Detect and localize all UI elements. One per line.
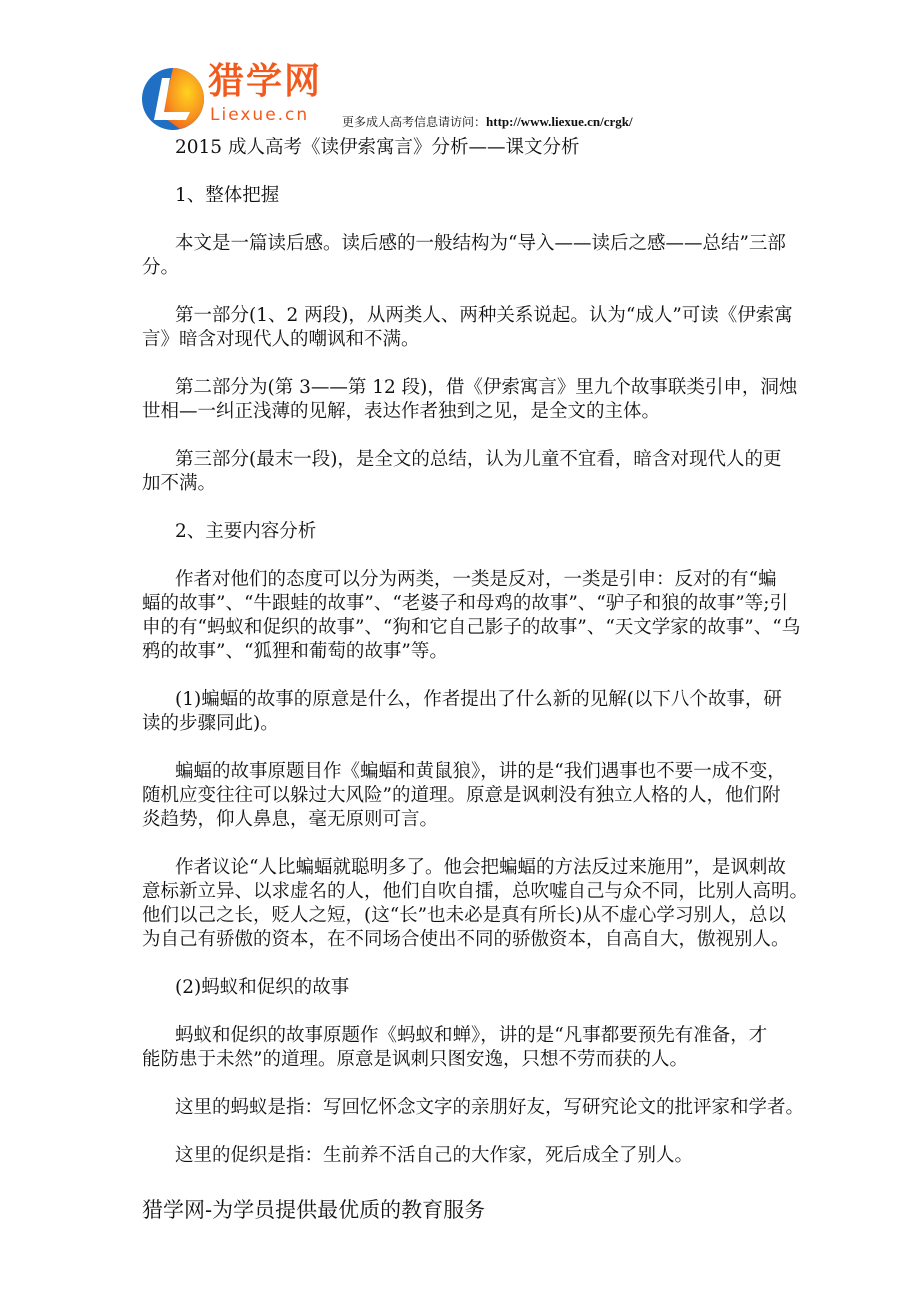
text-line: 他们以己之长，贬人之短，(这“长”也未必是真有所长)从不虚心学习别人，总以 [142,905,786,926]
document-title: 2015 成人高考《读伊索寓言》分析——课文分析 [175,137,580,158]
text-line: 作者对他们的态度可以分为两类，一类是反对，一类是引申：反对的有“蝙 [175,569,777,590]
text-line: 1、整体把握 [175,185,280,206]
paragraph [142,520,802,544]
logo [140,66,210,132]
paragraph [142,856,809,952]
text-line: 能防患于未然”的道理。原意是讽刺只图安逸，只想不劳而获的人。 [142,1049,688,1070]
text-line: 本文是一篇读后感。读后感的一般结构为“导入——读后之感——总结”三部 [175,233,786,254]
paragraph [142,448,802,496]
paragraph [142,760,802,832]
text-line: 言》暗含对现代人的嘲讽和不满。 [142,329,420,350]
text-line: 炎趋势，仰人鼻息，毫无原则可言。 [142,809,439,830]
visit-label: 更多成人高考信息请访问： [342,115,487,129]
text-line: 世相—一纠正浅薄的见解，表达作者独到之见，是全文的主体。 [142,401,661,422]
paragraph [142,376,802,424]
text-line: 第一部分(1、2 两段)，从两类人、两种关系说起。认为“成人”可读《伊索寓 [175,305,793,326]
text-line: 第三部分(最末一段)，是全文的总结，认为儿童不宜看，暗含对现代人的更 [175,449,782,470]
text-line: (1)蝙蝠的故事的原意是什么，作者提出了什么新的见解(以下八个故事，研 [175,689,782,710]
text-line: 作者议论“人比蝙蝠就聪明多了。他会把蝙蝠的方法反过来施用”，是讽刺故 [175,857,786,878]
footer-slogan: 猎学网-为学员提供最优质的教育服务 [142,1198,486,1222]
text-line: 蝙蝠的故事原题目作《蝙蝠和黄鼠狼》，讲的是“我们遇事也不要一成不变， [175,761,786,782]
text-line: 读的步骤同此)。 [142,713,279,734]
visit-notice [342,114,633,130]
paragraph-list [142,184,809,1168]
paragraph [142,1096,805,1120]
text-line: 这里的促织是指：生前养不活自己的大作家，死后成全了别人。 [175,1145,694,1166]
text-line: 蝠的故事”、“牛跟蛙的故事”、“老婆子和母鸡的故事”、“驴子和狼的故事”等;引 [142,593,788,614]
text-line: 2、主要内容分析 [175,521,317,542]
logo-subtext: Liexue.cn [210,105,310,125]
text-line: 第二部分为(第 3——第 12 段)，借《伊索寓言》里九个故事联类引申，洞烛 [175,377,798,398]
text-line: (2)蚂蚁和促织的故事 [175,977,350,998]
paragraph [142,568,802,664]
text-line: 为自己有骄傲的资本，在不同场合使出不同的骄傲资本，自高自大，傲视别人。 [142,929,790,950]
paragraph [142,232,802,280]
text-line: 分。 [142,257,180,278]
paragraph [142,688,802,736]
paragraph [142,1144,802,1168]
paragraph [142,184,802,208]
text-line: 申的有“蚂蚁和促织的故事”、“狗和它自己影子的故事”、“天文学家的故事”、“乌 [142,617,801,638]
logo-globe-icon [140,66,210,132]
text-line: 这里的蚂蚁是指：写回忆怀念文字的亲朋好友，写研究论文的批评家和学者。 [175,1097,805,1118]
text-line: 鸦的故事”、“狐狸和葡萄的故事”等。 [142,641,448,662]
logo-text: 猎学网 [208,61,323,102]
text-line: 意标新立异、以求虚名的人，他们自吹自擂，总吹嘘自己与众不同，比别人高明。 [142,881,809,902]
text-line: 蚂蚁和促织的故事原题作《蚂蚁和蝉》，讲的是“凡事都要预先有准备，才 [175,1025,768,1046]
paragraph [142,976,802,1000]
document-body [142,136,809,1192]
visit-url[interactable]: http://www.liexue.cn/crgk/ [486,114,633,129]
paragraph [142,304,802,352]
text-line: 加不满。 [142,473,217,494]
paragraph [142,1024,802,1072]
text-line: 随机应变往往可以躲过大风险”的道理。原意是讽刺没有独立人格的人，他们附 [142,785,781,806]
